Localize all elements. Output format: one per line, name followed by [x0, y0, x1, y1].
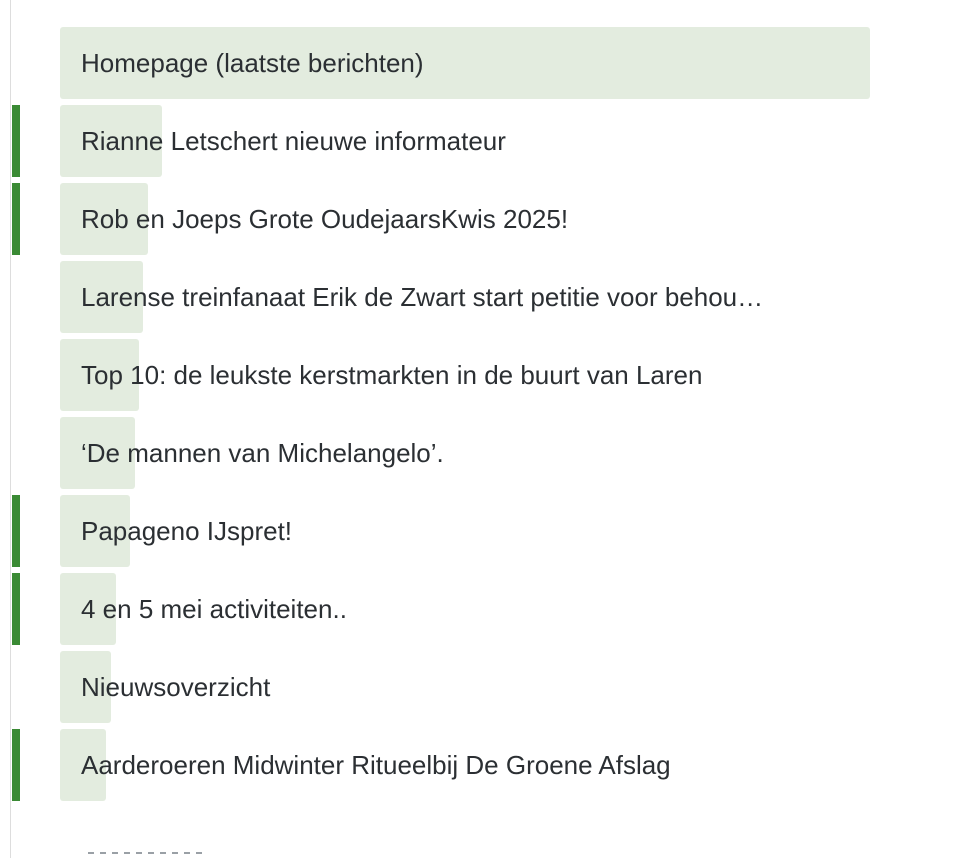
- menu-link-article[interactable]: Papageno IJspret!: [81, 516, 293, 546]
- menu-item[interactable]: [0, 495, 954, 567]
- menu-item[interactable]: [0, 573, 954, 645]
- active-indicator: [12, 105, 20, 177]
- clipped-next-item: [88, 848, 208, 858]
- menu-item[interactable]: [0, 105, 954, 177]
- menu-item[interactable]: [0, 417, 954, 489]
- active-indicator: [12, 495, 20, 567]
- clipped-text-fragment: [88, 852, 208, 854]
- menu-link-homepage[interactable]: Homepage (laatste berichten): [81, 48, 424, 78]
- menu-link-article[interactable]: Rianne Letschert nieuwe informateur: [81, 126, 506, 156]
- menu-item[interactable]: [0, 729, 954, 801]
- menu-link-article[interactable]: 4 en 5 mei activiteiten..: [81, 594, 347, 624]
- menu-link-article[interactable]: Top 10: de leukste kerstmarkten in de buurt van Laren: [81, 360, 703, 390]
- menu-item[interactable]: [0, 27, 954, 99]
- menu-list: [0, 27, 954, 807]
- menu-link-article[interactable]: ‘De mannen van Michelangelo’.: [81, 438, 444, 468]
- menu-item[interactable]: [0, 261, 954, 333]
- menu-link-article[interactable]: Aarderoeren Midwinter Ritueelbij De Groene Afslag: [81, 750, 671, 780]
- menu-item[interactable]: [0, 339, 954, 411]
- active-indicator: [12, 573, 20, 645]
- menu-link-article[interactable]: Rob en Joeps Grote OudejaarsKwis 2025!: [81, 204, 569, 234]
- menu-link-article[interactable]: Larense treinfanaat Erik de Zwart start petitie voor behou…: [81, 282, 764, 312]
- menu-link-news-overview[interactable]: Nieuwsoverzicht: [81, 672, 271, 702]
- menu-item[interactable]: [0, 651, 954, 723]
- active-indicator: [12, 729, 20, 801]
- active-indicator: [12, 183, 20, 255]
- menu-item[interactable]: [0, 183, 954, 255]
